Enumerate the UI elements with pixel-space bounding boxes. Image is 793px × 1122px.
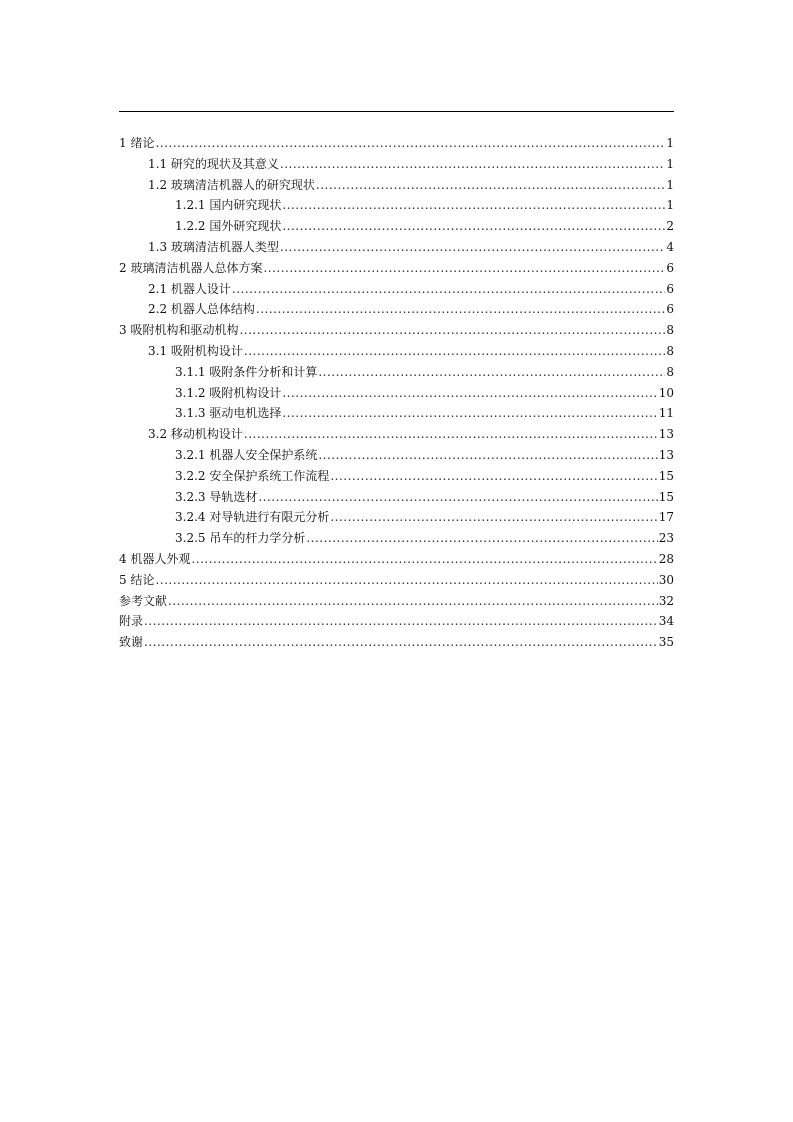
- table-of-contents: [119, 133, 674, 653]
- toc-entry-page: 10: [658, 385, 674, 400]
- toc-entry-page: 32: [658, 593, 674, 608]
- toc-entry[interactable]: [119, 320, 674, 341]
- toc-dot-leader: [263, 258, 665, 279]
- toc-entry[interactable]: [119, 549, 674, 570]
- toc-entry-title: 3.2.2 安全保护系统工作流程: [175, 468, 330, 483]
- toc-entry-page: 1: [666, 177, 674, 192]
- toc-entry-page: 4: [666, 239, 674, 254]
- toc-dot-leader: [191, 549, 657, 570]
- toc-entry[interactable]: [119, 341, 674, 362]
- toc-entry[interactable]: [119, 487, 674, 508]
- toc-dot-leader: [282, 403, 657, 424]
- toc-entry-title: 致谢: [119, 635, 144, 650]
- toc-entry-page: 1: [666, 156, 674, 171]
- toc-dot-leader: [282, 216, 665, 237]
- toc-dot-leader: [316, 175, 665, 196]
- toc-dot-leader: [232, 279, 665, 300]
- toc-entry-page: 13: [658, 447, 674, 462]
- toc-dot-leader: [244, 341, 665, 362]
- toc-entry[interactable]: [119, 195, 674, 216]
- toc-entry[interactable]: [119, 403, 674, 424]
- toc-entry[interactable]: [119, 445, 674, 466]
- toc-entry-title: 3.2.5 吊车的杆力学分析: [175, 531, 306, 546]
- toc-entry-page: 35: [658, 635, 674, 650]
- toc-entry[interactable]: [119, 237, 674, 258]
- toc-entry[interactable]: [119, 632, 674, 653]
- toc-dot-leader: [318, 445, 657, 466]
- toc-entry-title: 3.1 吸附机构设计: [148, 343, 243, 358]
- toc-entry-page: 11: [658, 406, 674, 421]
- toc-entry[interactable]: [119, 133, 674, 154]
- toc-entry-title: 3.1.1 吸附条件分析和计算: [175, 364, 318, 379]
- toc-entry-page: 15: [658, 468, 674, 483]
- toc-entry-title: 3.2.1 机器人安全保护系统: [175, 447, 318, 462]
- toc-entry-title: 2.1 机器人设计: [148, 281, 231, 296]
- toc-entry[interactable]: [119, 175, 674, 196]
- toc-entry-title: 1.2 玻璃清洁机器人的研究现状: [148, 177, 315, 192]
- toc-dot-leader: [144, 632, 658, 653]
- toc-entry-title: 2 玻璃清洁机器人总体方案: [119, 260, 263, 275]
- toc-entry-page: 8: [666, 343, 674, 358]
- toc-entry-page: 6: [666, 260, 674, 275]
- toc-entry-title: 1.1 研究的现状及其意义: [148, 156, 279, 171]
- toc-entry-page: 15: [658, 489, 674, 504]
- toc-entry-title: 3.2.3 导轨选材: [175, 489, 258, 504]
- toc-entry-page: 6: [666, 281, 674, 296]
- toc-dot-leader: [282, 195, 665, 216]
- toc-entry[interactable]: [119, 154, 674, 175]
- toc-entry-title: 3.2.4 对导轨进行有限元分析: [175, 510, 330, 525]
- toc-entry-page: 6: [666, 302, 674, 317]
- toc-entry[interactable]: [119, 216, 674, 237]
- toc-entry[interactable]: [119, 362, 674, 383]
- toc-dot-leader: [282, 383, 657, 404]
- toc-entry[interactable]: [119, 299, 674, 320]
- toc-dot-leader: [330, 466, 657, 487]
- toc-entry-page: 1: [666, 136, 674, 150]
- toc-entry-title: 1.2.2 国外研究现状: [175, 219, 282, 234]
- toc-entry-title: 3.1.2 吸附机构设计: [175, 385, 282, 400]
- toc-entry-page: 30: [658, 572, 674, 587]
- toc-entry-title: 3 吸附机构和驱动机构: [119, 323, 239, 338]
- toc-dot-leader: [155, 570, 657, 591]
- toc-entry[interactable]: [119, 591, 674, 612]
- toc-entry-title: 2.2 机器人总体结构: [148, 302, 255, 317]
- toc-entry[interactable]: [119, 570, 674, 591]
- toc-dot-leader: [155, 133, 665, 154]
- toc-dot-leader: [280, 154, 665, 175]
- toc-entry-title: 3.1.3 驱动电机选择: [175, 406, 282, 421]
- toc-dot-leader: [244, 424, 658, 445]
- toc-entry[interactable]: [119, 383, 674, 404]
- toc-entry-title: 3.2 移动机构设计: [148, 427, 243, 442]
- toc-entry-page: 34: [658, 614, 674, 629]
- toc-entry[interactable]: [119, 466, 674, 487]
- toc-entry-title: 附录: [119, 614, 144, 629]
- toc-entry-title: 参考文献: [119, 593, 168, 608]
- header-rule: [119, 111, 674, 112]
- toc-entry[interactable]: [119, 258, 674, 279]
- toc-entry-title: 1 绪论: [119, 136, 155, 150]
- toc-dot-leader: [239, 320, 665, 341]
- toc-entry-title: 1.3 玻璃清洁机器人类型: [148, 239, 279, 254]
- toc-dot-leader: [280, 237, 665, 258]
- toc-entry-page: 23: [658, 531, 674, 546]
- toc-entry-page: 2: [666, 219, 674, 234]
- toc-entry[interactable]: [119, 611, 674, 632]
- toc-dot-leader: [256, 299, 665, 320]
- toc-dot-leader: [306, 528, 657, 549]
- toc-dot-leader: [168, 591, 658, 612]
- toc-dot-leader: [258, 487, 657, 508]
- toc-entry-page: 8: [666, 323, 674, 338]
- toc-dot-leader: [144, 611, 658, 632]
- toc-entry-title: 5 结论: [119, 572, 155, 587]
- toc-entry-page: 13: [658, 427, 674, 442]
- toc-entry-page: 28: [658, 551, 674, 566]
- toc-entry[interactable]: [119, 279, 674, 300]
- toc-entry-title: 1.2.1 国内研究现状: [175, 198, 282, 213]
- toc-entry-page: 17: [658, 510, 674, 525]
- toc-entry-title: 4 机器人外观: [119, 551, 191, 566]
- toc-dot-leader: [330, 507, 657, 528]
- toc-entry-page: 1: [666, 198, 674, 213]
- toc-entry[interactable]: [119, 424, 674, 445]
- toc-dot-leader: [318, 362, 665, 383]
- toc-entry[interactable]: [119, 528, 674, 549]
- toc-entry-page: 8: [666, 364, 674, 379]
- toc-entry[interactable]: [119, 507, 674, 528]
